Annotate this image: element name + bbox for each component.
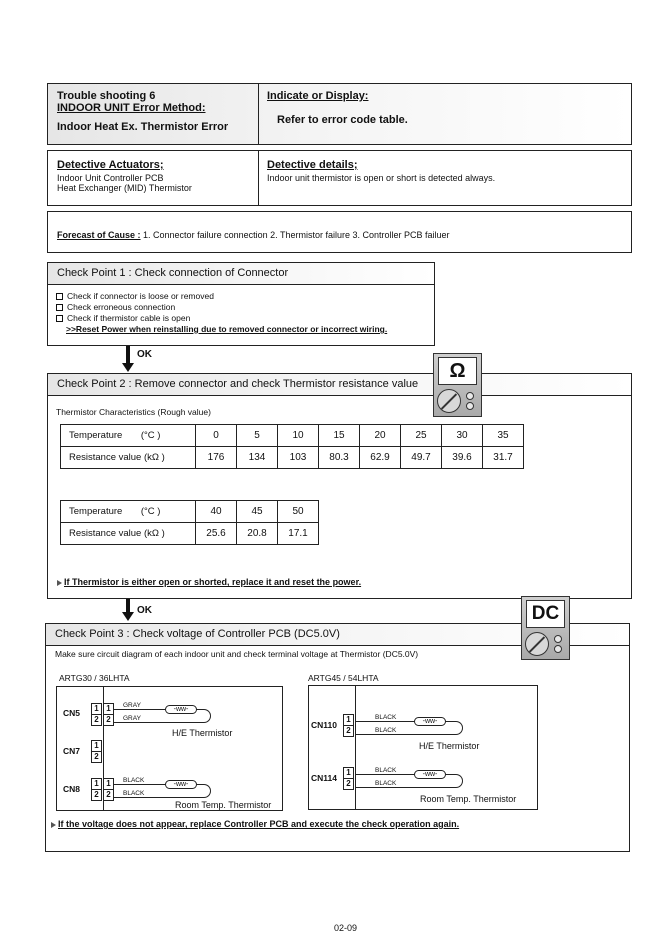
reset-power-note: >>Reset Power when reinstalling due to removed connector or incorrect wiring. bbox=[66, 324, 388, 334]
method-label: INDOOR UNIT Error Method: bbox=[57, 102, 206, 114]
meter-led-icon bbox=[554, 635, 562, 643]
wire-loop bbox=[197, 784, 211, 798]
error-header-box bbox=[47, 83, 632, 145]
ok-label: OK bbox=[137, 605, 152, 616]
pin: 2 bbox=[103, 714, 114, 726]
check-point-1-title: Check Point 1 : Check connection of Connector bbox=[48, 263, 434, 285]
checkbox-icon bbox=[56, 293, 63, 300]
connector-label-cn110: CN110 bbox=[311, 720, 337, 730]
resistance-table-1 bbox=[60, 424, 524, 469]
table-cell: 134 bbox=[237, 447, 278, 469]
resistor-icon: -ww- bbox=[165, 705, 197, 714]
resistor-icon: -ww- bbox=[414, 770, 446, 779]
note-text: If the voltage does not appear, replace Controller PCB and execute the check operation again. bbox=[58, 819, 460, 829]
wire-color-label: BLACK bbox=[375, 780, 397, 787]
checkbox-icon bbox=[56, 315, 63, 322]
checkbox-icon bbox=[56, 304, 63, 311]
actuators-label: Detective Actuators; bbox=[57, 159, 164, 171]
temperature-label: Temperature bbox=[69, 430, 123, 441]
characteristics-label: Thermistor Characteristics (Rough value) bbox=[56, 407, 211, 417]
model-label-left: ARTG30 / 36LHTA bbox=[59, 673, 130, 683]
dc-voltmeter-icon bbox=[521, 596, 570, 660]
actuator-item: Heat Exchanger (MID) Thermistor bbox=[57, 183, 192, 193]
meter-led-icon bbox=[466, 402, 474, 410]
checklist-item-label: Check erroneous connection bbox=[67, 302, 176, 312]
actuator-item: Indoor Unit Controller PCB bbox=[57, 173, 164, 183]
details-value: Indoor unit thermistor is open or short is detected always. bbox=[267, 173, 496, 183]
meter-screen: Ω bbox=[438, 357, 477, 385]
arrow-head-icon bbox=[122, 363, 134, 372]
table-cell: 103 bbox=[278, 447, 319, 469]
pin: 1 bbox=[91, 740, 102, 752]
wire-loop bbox=[449, 774, 463, 788]
pin: 2 bbox=[91, 789, 102, 801]
wire-color-label: BLACK bbox=[123, 777, 145, 784]
pin: 2 bbox=[343, 725, 354, 737]
details-label: Detective details; bbox=[267, 159, 358, 171]
table-cell: 62.9 bbox=[360, 447, 401, 469]
thermistor-label: H/E Thermistor bbox=[172, 728, 233, 738]
checklist-item bbox=[56, 302, 387, 313]
connector-label-cn8: CN8 bbox=[63, 784, 81, 794]
connector-label-cn114: CN114 bbox=[311, 773, 337, 783]
wire-loop bbox=[449, 721, 463, 735]
wire bbox=[355, 787, 455, 788]
wire-loop bbox=[197, 709, 211, 723]
circuit-diagram-left bbox=[56, 686, 283, 811]
table-cell: 31.7 bbox=[483, 447, 524, 469]
indicate-value: Refer to error code table. bbox=[277, 114, 408, 126]
table-cell: 176 bbox=[196, 447, 237, 469]
thermistor-label: Room Temp. Thermistor bbox=[420, 794, 517, 804]
thermistor-label: H/E Thermistor bbox=[419, 741, 480, 751]
indicate-cell bbox=[259, 84, 631, 144]
table-row bbox=[61, 447, 524, 469]
ok-label: OK bbox=[137, 349, 152, 360]
resistor-icon: -ww- bbox=[414, 717, 446, 726]
meter-led-icon bbox=[466, 392, 474, 400]
table-cell: 5 bbox=[237, 425, 278, 447]
pin: 1 bbox=[91, 778, 102, 790]
voltage-instruction: Make sure circuit diagram of each indoor unit and check terminal voltage at Thermistor (DC5.0V) bbox=[55, 649, 419, 659]
error-name: Indoor Heat Ex. Thermistor Error bbox=[57, 121, 229, 133]
table-row bbox=[61, 523, 319, 545]
forecast-label: Forecast of Cause : bbox=[57, 230, 141, 240]
table-cell: 20.8 bbox=[237, 523, 278, 545]
circuit-diagram-right bbox=[308, 685, 538, 810]
wire bbox=[114, 797, 204, 798]
wire-color-label: BLACK bbox=[375, 714, 397, 721]
arrow-head-icon bbox=[122, 612, 134, 621]
temperature-header bbox=[61, 501, 196, 523]
temperature-label: Temperature bbox=[69, 506, 123, 517]
note-text: If Thermistor is either open or shorted, replace it and reset the power. bbox=[64, 577, 362, 587]
actuators-cell bbox=[48, 151, 259, 205]
trouble-shooting-number: Trouble shooting 6 bbox=[57, 90, 156, 102]
wire-color-label: BLACK bbox=[123, 790, 145, 797]
connector-label-cn7: CN7 bbox=[63, 746, 81, 756]
wire-color-label: BLACK bbox=[375, 767, 397, 774]
table-cell: 15 bbox=[319, 425, 360, 447]
table-row bbox=[61, 425, 524, 447]
pin: 2 bbox=[103, 789, 114, 801]
connector-label-cn5: CN5 bbox=[63, 708, 81, 718]
resistance-table-2 bbox=[60, 500, 319, 545]
error-method-cell bbox=[48, 84, 259, 144]
detective-box bbox=[47, 150, 632, 206]
temperature-unit: (°C ) bbox=[140, 430, 161, 441]
pin: 1 bbox=[343, 767, 354, 779]
check-point-1 bbox=[47, 262, 435, 346]
wire-color-label: GRAY bbox=[123, 702, 141, 709]
checklist-item bbox=[56, 291, 387, 302]
pin: 1 bbox=[103, 778, 114, 790]
flow-arrow-icon bbox=[126, 346, 130, 364]
forecast-box bbox=[47, 211, 632, 253]
meter-dial-icon bbox=[525, 632, 549, 656]
table-cell: 39.6 bbox=[442, 447, 483, 469]
temperature-header bbox=[61, 425, 196, 447]
model-label-right: ARTG45 / 54LHTA bbox=[308, 673, 379, 683]
pin: 1 bbox=[103, 703, 114, 715]
checklist-item bbox=[56, 313, 387, 324]
wire-color-label: BLACK bbox=[375, 727, 397, 734]
indicate-label: Indicate or Display: bbox=[267, 90, 369, 102]
table-cell: 10 bbox=[278, 425, 319, 447]
table-cell: 80.3 bbox=[319, 447, 360, 469]
page-number: 02-09 bbox=[334, 923, 358, 933]
table-cell: 25 bbox=[401, 425, 442, 447]
replace-thermistor-note bbox=[57, 577, 361, 587]
resistance-header: Resistance value (kΩ ) bbox=[61, 447, 196, 469]
replace-pcb-note bbox=[51, 819, 459, 829]
forecast-value: 1. Connector failure connection 2. Thermistor failure 3. Controller PCB failuer bbox=[140, 230, 450, 240]
table-cell: 45 bbox=[237, 501, 278, 523]
pin: 1 bbox=[91, 703, 102, 715]
table-cell: 35 bbox=[483, 425, 524, 447]
meter-dial-icon bbox=[437, 389, 461, 413]
bullet-arrow-icon bbox=[57, 580, 62, 586]
table-cell: 17.1 bbox=[278, 523, 319, 545]
thermistor-label: Room Temp. Thermistor bbox=[175, 800, 272, 810]
checklist-item-label: Check if thermistor cable is open bbox=[67, 313, 191, 323]
table-cell: 30 bbox=[442, 425, 483, 447]
bullet-arrow-icon bbox=[51, 822, 56, 828]
ohm-meter-icon bbox=[433, 353, 482, 417]
table-cell: 0 bbox=[196, 425, 237, 447]
wire-color-label: GRAY bbox=[123, 715, 141, 722]
table-cell: 20 bbox=[360, 425, 401, 447]
table-cell: 40 bbox=[196, 501, 237, 523]
meter-led-icon bbox=[554, 645, 562, 653]
pin: 2 bbox=[91, 751, 102, 763]
table-row bbox=[61, 501, 319, 523]
checklist-item-label: Check if connector is loose or removed bbox=[67, 291, 214, 301]
check-point-3-title: Check Point 3 : Check voltage of Controller PCB (DC5.0V) bbox=[46, 624, 629, 646]
table-cell: 25.6 bbox=[196, 523, 237, 545]
check-point-2 bbox=[47, 373, 632, 599]
flow-arrow-icon bbox=[126, 599, 130, 613]
pcb-edge-line bbox=[355, 686, 356, 810]
resistor-icon: -ww- bbox=[165, 780, 197, 789]
details-cell bbox=[259, 151, 631, 205]
pin: 2 bbox=[91, 714, 102, 726]
resistance-header: Resistance value (kΩ ) bbox=[61, 523, 196, 545]
temperature-unit: (°C ) bbox=[140, 506, 161, 517]
wire bbox=[114, 722, 204, 723]
meter-screen: DC bbox=[526, 600, 565, 628]
table-cell: 50 bbox=[278, 501, 319, 523]
pin: 2 bbox=[343, 778, 354, 790]
pin: 1 bbox=[343, 714, 354, 726]
wire bbox=[355, 734, 455, 735]
table-cell: 49.7 bbox=[401, 447, 442, 469]
check-point-2-title: Check Point 2 : Remove connector and check Thermistor resistance value bbox=[48, 374, 631, 396]
